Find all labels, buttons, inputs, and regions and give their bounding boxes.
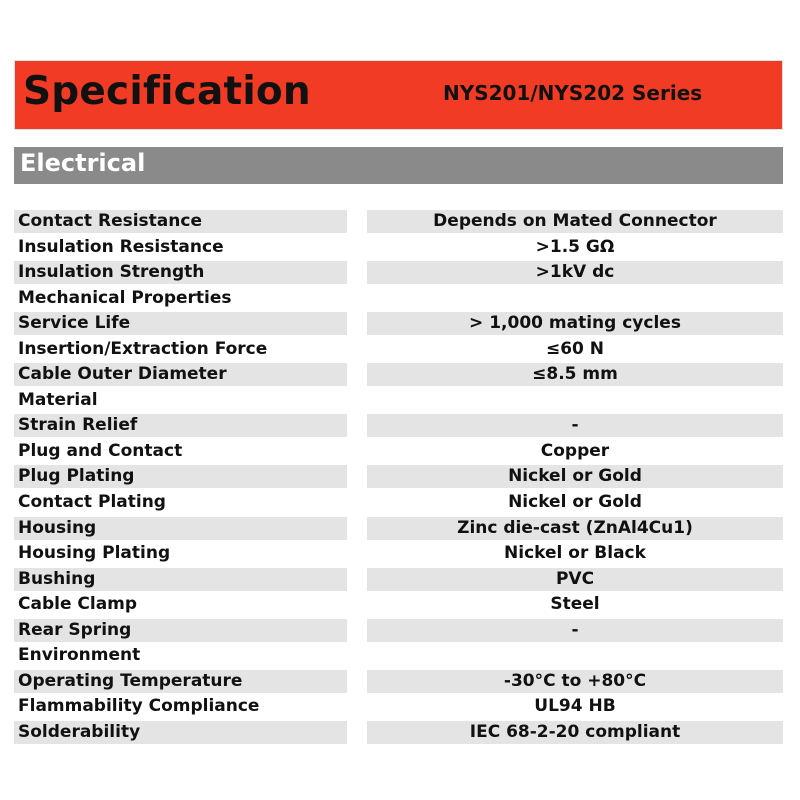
spec-value: >1kV dc (367, 261, 783, 284)
spec-label: Contact Plating (18, 492, 166, 513)
spec-value: >1.5 GΩ (535, 236, 615, 257)
spec-row (14, 541, 783, 567)
spec-label: Cable Outer Diameter (14, 363, 347, 386)
spec-label: Contact Resistance (14, 210, 347, 233)
spec-value (367, 287, 783, 310)
spec-row (14, 720, 783, 746)
spec-row (14, 439, 783, 465)
spec-label: Insulation Strength (14, 261, 347, 284)
spec-row (14, 516, 783, 542)
spec-label: Rear Spring (14, 619, 347, 642)
spec-row (14, 235, 783, 261)
spec-label: Housing (14, 517, 347, 540)
spec-value: UL94 HB (534, 696, 616, 717)
spec-label: Insertion/Extraction Force (18, 338, 268, 359)
spec-value: ≤60 N (545, 338, 605, 359)
section-label: Electrical (20, 149, 146, 177)
spec-label: Cable Clamp (18, 594, 138, 615)
spec-value: Zinc die-cast (ZnAl4Cu1) (367, 517, 783, 540)
spec-row (14, 286, 783, 312)
spec-label: Service Life (14, 312, 347, 335)
spec-label: Mechanical Properties (18, 287, 232, 308)
spec-label: Plug and Contact (18, 440, 183, 461)
spec-row (14, 643, 783, 669)
spec-value: Copper (540, 440, 610, 461)
series-name: NYS201/NYS202 Series (443, 81, 703, 105)
spec-label: Environment (18, 645, 141, 666)
spec-label: Solderability (14, 721, 347, 744)
spec-row (14, 209, 783, 235)
spec-value (367, 644, 783, 667)
spec-value: - (367, 414, 783, 437)
spec-row (14, 567, 783, 593)
spec-value: ≤8.5 mm (367, 363, 783, 386)
spec-value: Nickel or Gold (508, 492, 642, 513)
spec-value: IEC 68-2-20 compliant (367, 721, 783, 744)
spec-label: Operating Temperature (14, 670, 347, 693)
spec-row (14, 618, 783, 644)
spec-value: Nickel or Gold (367, 465, 783, 488)
spec-value: -30°C to +80°C (367, 670, 783, 693)
spec-label: Plug Plating (14, 465, 347, 488)
spec-row (14, 669, 783, 695)
spec-value: PVC (367, 568, 783, 591)
spec-row (14, 592, 783, 618)
spec-row (14, 311, 783, 337)
spec-row (14, 260, 783, 286)
spec-value: > 1,000 mating cycles (367, 312, 783, 335)
spec-value: Steel (550, 594, 600, 615)
spec-label: Insulation Resistance (18, 236, 224, 257)
spec-row (14, 388, 783, 414)
spec-value: Nickel or Black (504, 543, 646, 564)
spec-table (14, 209, 783, 745)
spec-label: Strain Relief (14, 414, 347, 437)
spec-value: Depends on Mated Connector (367, 210, 783, 233)
spec-label: Material (18, 389, 98, 410)
spec-label: Flammability Compliance (18, 696, 260, 717)
spec-row (14, 490, 783, 516)
section-header-electrical (14, 147, 783, 184)
spec-row (14, 362, 783, 388)
spec-value: - (367, 619, 783, 642)
spec-value (367, 389, 783, 412)
title-banner (14, 60, 783, 130)
spec-row (14, 413, 783, 439)
spec-label: Housing Plating (18, 543, 171, 564)
spec-label: Bushing (14, 568, 347, 591)
spec-row (14, 464, 783, 490)
spec-row (14, 694, 783, 720)
spec-row (14, 337, 783, 363)
page-title: Specification (23, 69, 311, 114)
